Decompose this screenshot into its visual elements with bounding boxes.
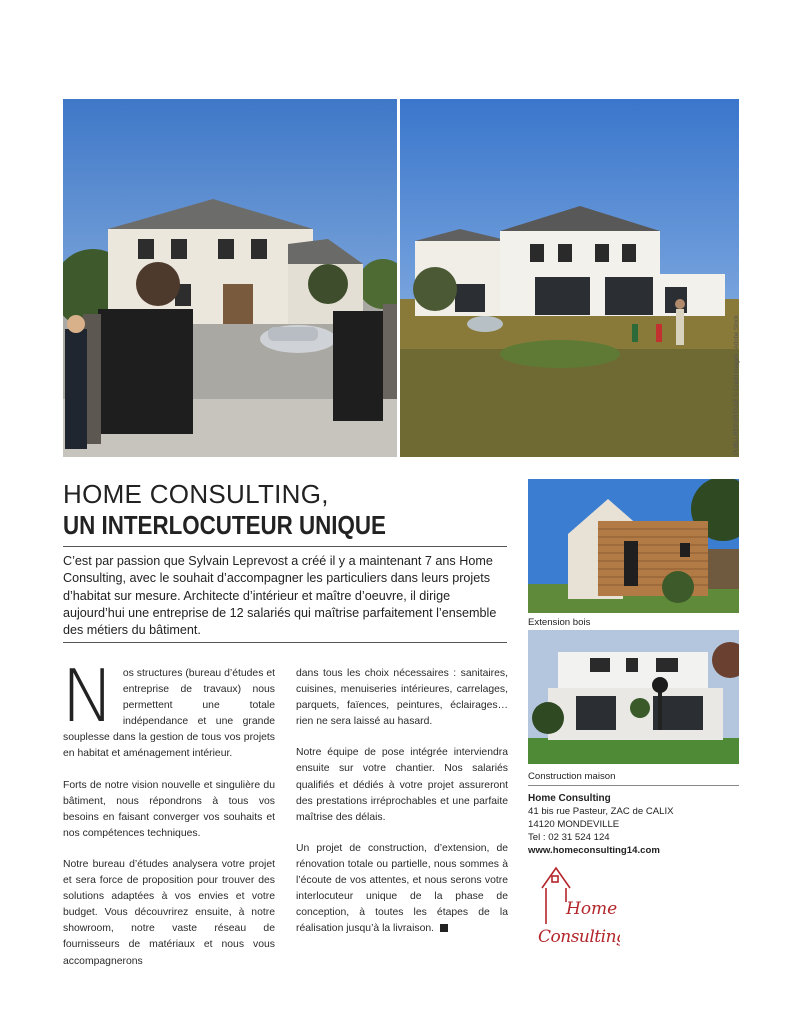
body-paragraph: Notre bureau d’études analysera votre projet et sera force de proposition pour trouver des solutions adaptées à vos envies et votre budget. Vous découvrirez ensuite, à notre showroom, notre vaste réseau de fournisseurs de matériaux et nous vous accompagnerons bbox=[63, 858, 275, 967]
address-line: 14120 MONDEVILLE bbox=[528, 819, 620, 830]
website-link[interactable]: www.homeconsulting14.com bbox=[528, 845, 660, 856]
wood-extension-photo bbox=[528, 479, 739, 613]
svg-text:Consulting: Consulting bbox=[538, 927, 620, 947]
house-front-photo bbox=[63, 99, 397, 457]
contact-block bbox=[528, 792, 743, 857]
phone-number: Tel : 02 31 524 124 bbox=[528, 832, 610, 843]
photo-caption: Extension bois bbox=[528, 617, 591, 628]
address-line: 41 bis rue Pasteur, ZAC de CALIX bbox=[528, 806, 674, 817]
photo-caption: Construction maison bbox=[528, 771, 616, 782]
intro-paragraph: C’est par passion que Sylvain Leprevost a créé il y a maintenant 7 ans Home Consulting, avec le souhait d’accompagner les particuliers dans leurs projets d’habitat sur mesure. Architecte d’intérieur et maître d’oeuvre, il dirige aujourd’hui une entreprise de 12 salariés qui maîtrise parfaitement l’ensemble des métiers du bâtiment. bbox=[63, 554, 497, 638]
body-paragraph: Un projet de construction, d’extension, de rénovation totale ou partielle, nous sommes à l’écoute de vos attentes, et nous serons votre interlocuteur unique de la phase de conception, à toutes les étapes de la réalisation jusqu’à la livraison. bbox=[296, 842, 508, 935]
divider bbox=[63, 546, 507, 547]
house-garden-photo bbox=[400, 99, 739, 457]
body-paragraph: Nos structures (bureau d’études et entreprise de travaux) nous permettent une totale indépendance et une grande souplesse dans la gestion de tous vos projets en habitat et aménagement intérieur. bbox=[61, 654, 275, 760]
body-column-2 bbox=[296, 666, 508, 952]
divider bbox=[528, 785, 739, 786]
company-logo bbox=[536, 862, 620, 954]
page-title-line2: UN INTERLOCUTEUR UNIQUE bbox=[63, 510, 386, 540]
body-column-1 bbox=[61, 654, 275, 985]
svg-text:Home: Home bbox=[566, 899, 618, 919]
end-mark-icon bbox=[440, 924, 448, 932]
divider bbox=[63, 642, 507, 643]
company-name: Home Consulting bbox=[528, 793, 611, 804]
body-paragraph: Forts de notre vision nouvelle et singulière du bâtiment, nous répondrons à tous vos besoins en faisant converger vos souhaits et nos compétences techniques. bbox=[63, 779, 275, 839]
drop-cap: N bbox=[61, 654, 115, 738]
body-paragraph: Notre équipe de pose intégrée interviendra ensuite sur votre chantier. Nos salariés qualifiés et dédiés à votre projet assureront des prestations irréprochables et une parfaite maîtrise des délais. bbox=[296, 747, 508, 823]
body-paragraph: dans tous les choix nécessaires : sanitaires, cuisines, menuiseries intérieures, carrelages, parquets, faïences, peintures, éclairages… rien ne sera laissé au hasard. bbox=[296, 668, 508, 728]
photo-credit: PUBLI-REPORTAGE © Crédit images : Adobe Stock bbox=[734, 315, 740, 455]
built-house-photo bbox=[528, 630, 739, 764]
page-title-line1: HOME CONSULTING, bbox=[63, 479, 329, 509]
